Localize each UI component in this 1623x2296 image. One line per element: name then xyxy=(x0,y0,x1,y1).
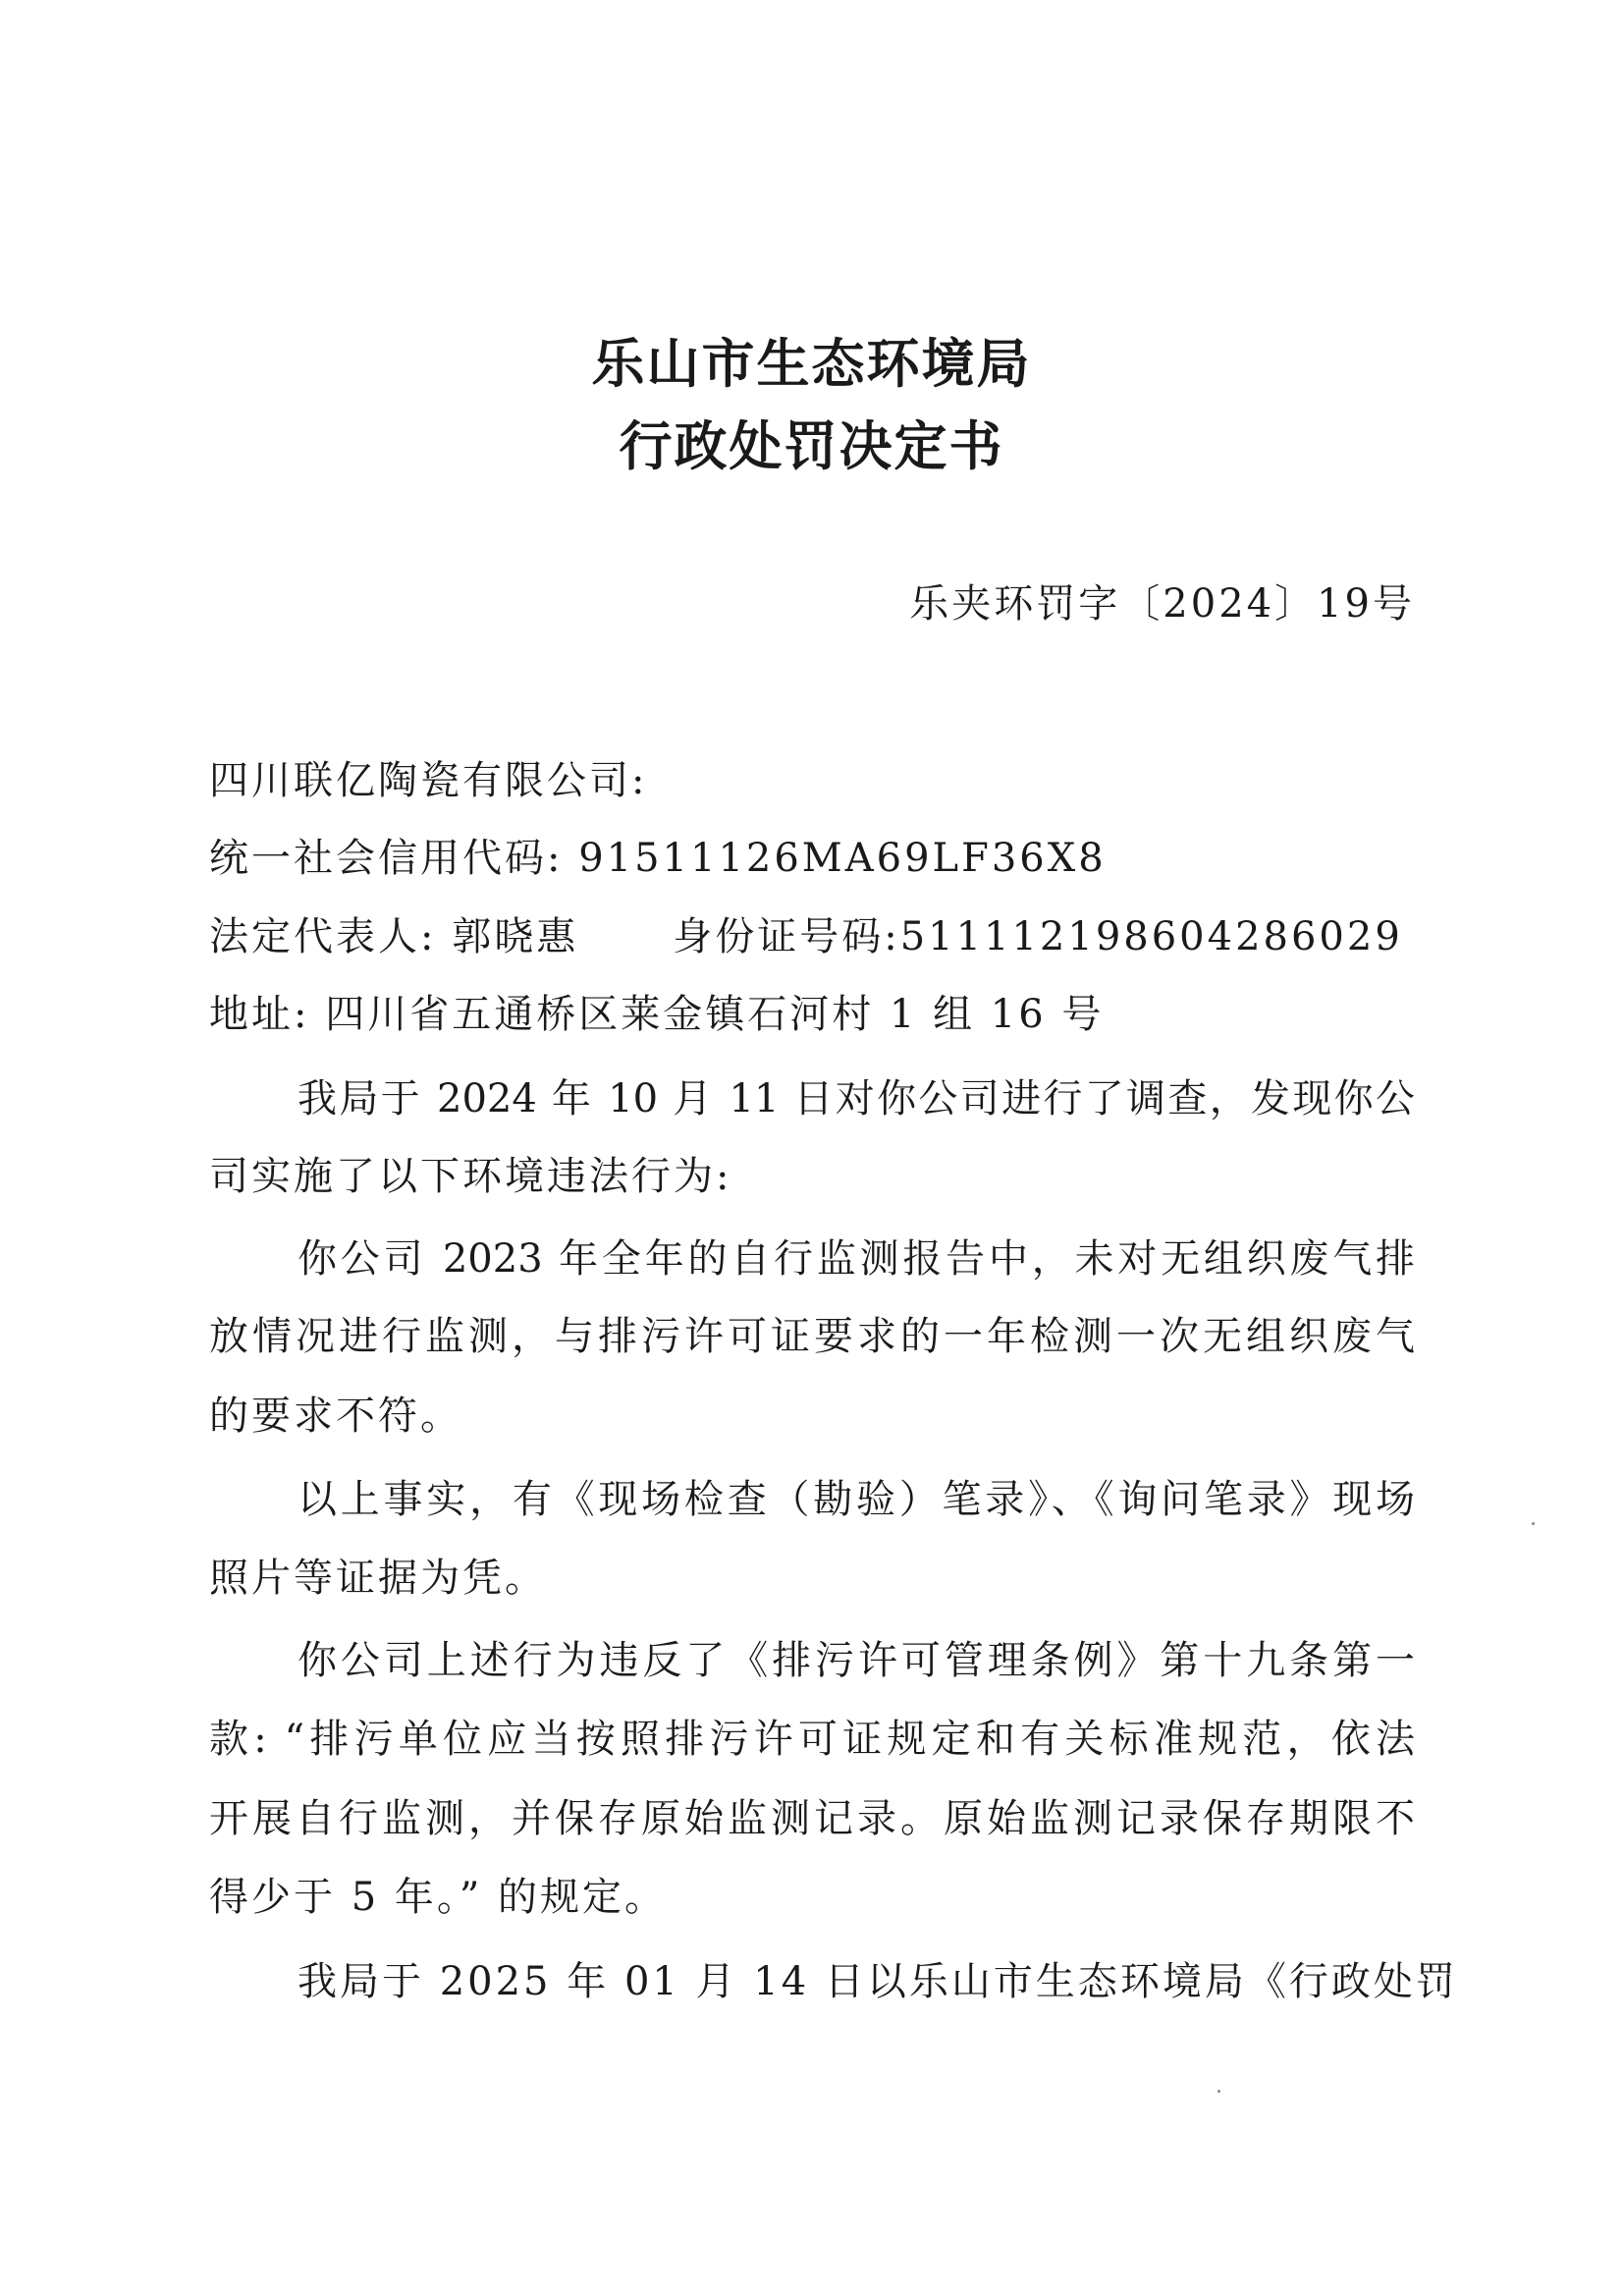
paragraph-line: 司实施了以下环境违法行为: xyxy=(209,1154,732,1199)
credit-code-line xyxy=(209,827,1107,883)
paragraph-line: 以上事实，有《现场检查（勘验）笔录》、《询问笔录》现场 xyxy=(298,1477,1415,1522)
paragraph-line: 我局于 2024 年 10 月 11 日对你公司进行了调查，发现你公 xyxy=(298,1076,1415,1121)
paragraph-line: 你公司上述行为违反了《排污许可管理条例》第十九条第一 xyxy=(298,1638,1415,1683)
legal-representative-line xyxy=(209,905,1403,961)
paragraph-line: 款: “排污单位应当按照排污许可证规定和有关标准规范，依法 xyxy=(209,1717,1415,1762)
paragraph-line: 得少于 5 年。” 的规定。 xyxy=(209,1875,668,1920)
paragraph-line: 照片等证据为凭。 xyxy=(209,1556,547,1601)
scan-speck xyxy=(1217,2090,1220,2093)
credit-code-value: 91511126MA69LF36X8 xyxy=(578,836,1107,881)
paragraph-line: 你公司 2023 年全年的自行监测报告中，未对无组织废气排 xyxy=(298,1236,1415,1282)
id-number-label: 身份证号码: xyxy=(673,914,900,959)
recipient-company: 四川联亿陶瓷有限公司: xyxy=(209,758,648,803)
document-number: 乐夹环罚字〔2024〕19号 xyxy=(909,581,1415,627)
legal-rep-name: 郭晓惠 xyxy=(452,914,579,959)
agency-title: 乐山市生态环境局 xyxy=(591,332,1032,395)
paragraph-line: 的要求不符。 xyxy=(209,1394,462,1439)
credit-code-label: 统一社会信用代码: xyxy=(209,836,564,881)
address-line: 地址: 四川省五通桥区莱金镇石河村 1 组 16 号 xyxy=(209,992,1105,1037)
document-type-title: 行政处罚决定书 xyxy=(619,414,1004,477)
paragraph-line: 放情况进行监测，与排污许可证要求的一年检测一次无组织废气 xyxy=(209,1314,1415,1359)
id-number-value: 511112198604286029 xyxy=(899,914,1403,959)
legal-rep-label: 法定代表人: xyxy=(209,914,437,959)
paragraph-line: 开展自行监测，并保存原始监测记录。原始监测记录保存期限不 xyxy=(209,1796,1415,1841)
scan-speck xyxy=(1532,1522,1535,1525)
paragraph-line: 我局于 2025 年 01 月 14 日以乐山市生态环境局《行政处罚 xyxy=(298,1959,1458,2004)
